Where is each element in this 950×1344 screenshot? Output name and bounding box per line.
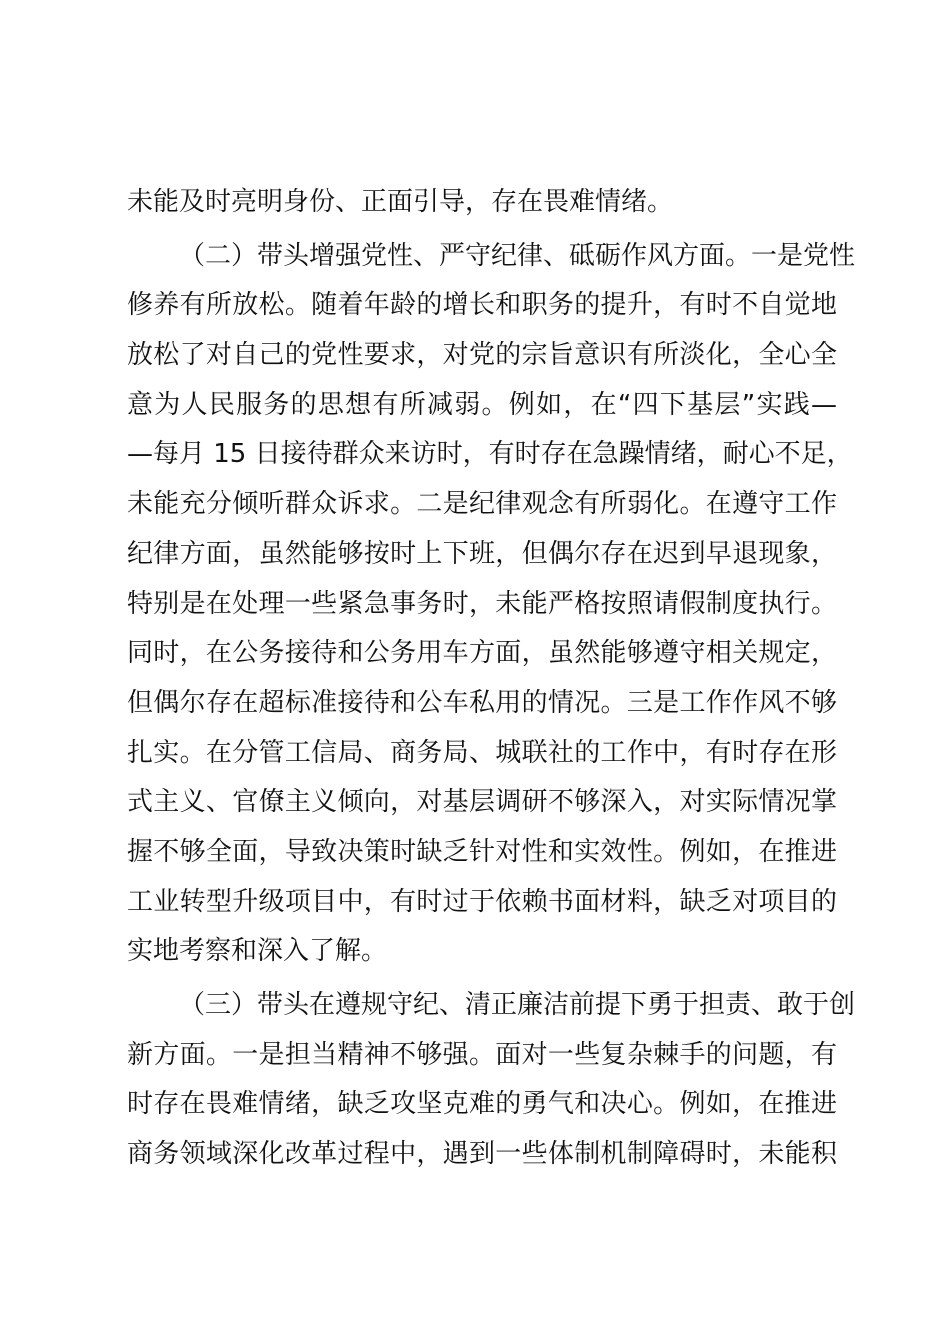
- paragraph-2-line-15: 实地考察和深入了解。: [127, 936, 388, 967]
- document-body: [127, 178, 856, 1180]
- paragraph-3-line-3: 时存在畏难情绪，缺乏攻坚克难的勇气和决心。例如，在推进: [127, 1089, 837, 1120]
- paragraph-2-line-7: 纪律方面，虽然能够按时上下班，但偶尔存在迟到早退现象，: [127, 538, 837, 569]
- paragraph-2-line-14: 工业转型升级项目中，有时过于依赖书面材料，缺乏对项目的: [127, 886, 837, 917]
- paragraph-2-line-6: 未能充分倾听群众诉求。二是纪律观念有所弱化。在遵守工作: [127, 489, 837, 520]
- paragraph-2-line-9: 同时，在公务接待和公务用车方面，虽然能够遵守相关规定，: [127, 638, 837, 669]
- paragraph-2-line-1: （二）带头增强党性、严守纪律、砥砺作风方面。一是党性: [179, 240, 856, 271]
- paragraph-2-line-4: 意为人民服务的思想有所减弱。例如，在“四下基层”实践—: [127, 389, 837, 420]
- paragraph-3-line-4: 商务领域深化改革过程中，遇到一些体制机制障碍时，未能积: [127, 1139, 837, 1170]
- paragraph-2-line-12: 式主义、官僚主义倾向，对基层调研不够深入，对实际情况掌: [127, 787, 837, 818]
- paragraph-1-line-1: 未能及时亮明身份、正面引导，存在畏难情绪。: [127, 187, 674, 217]
- paragraph-3-line-2: 新方面。一是担当精神不够强。面对一些复杂棘手的问题，有: [127, 1039, 837, 1070]
- paragraph-2-line-11: 扎实。在分管工信局、商务局、城联社的工作中，有时存在形: [127, 737, 837, 768]
- paragraph-2-line-8: 特别是在处理一些紧急事务时，未能严格按照请假制度执行。: [127, 588, 837, 619]
- paragraph-2-line-3: 放松了对自己的党性要求，对党的宗旨意识有所淡化，全心全: [127, 340, 837, 371]
- paragraph-3-line-1: （三）带头在遵规守纪、清正廉洁前提下勇于担责、敢于创: [179, 990, 856, 1020]
- paragraph-2-line-5: —每月 15 日接待群众来访时，有时存在急躁情绪，耐心不足，: [127, 439, 853, 470]
- paragraph-2-line-2: 修养有所放松。随着年龄的增长和职务的提升，有时不自觉地: [127, 290, 837, 321]
- paragraph-2-line-13: 握不够全面，导致决策时缺乏针对性和实效性。例如，在推进: [127, 836, 837, 867]
- paragraph-2-line-10: 但偶尔存在超标准接待和公车私用的情况。三是工作作风不够: [127, 687, 837, 718]
